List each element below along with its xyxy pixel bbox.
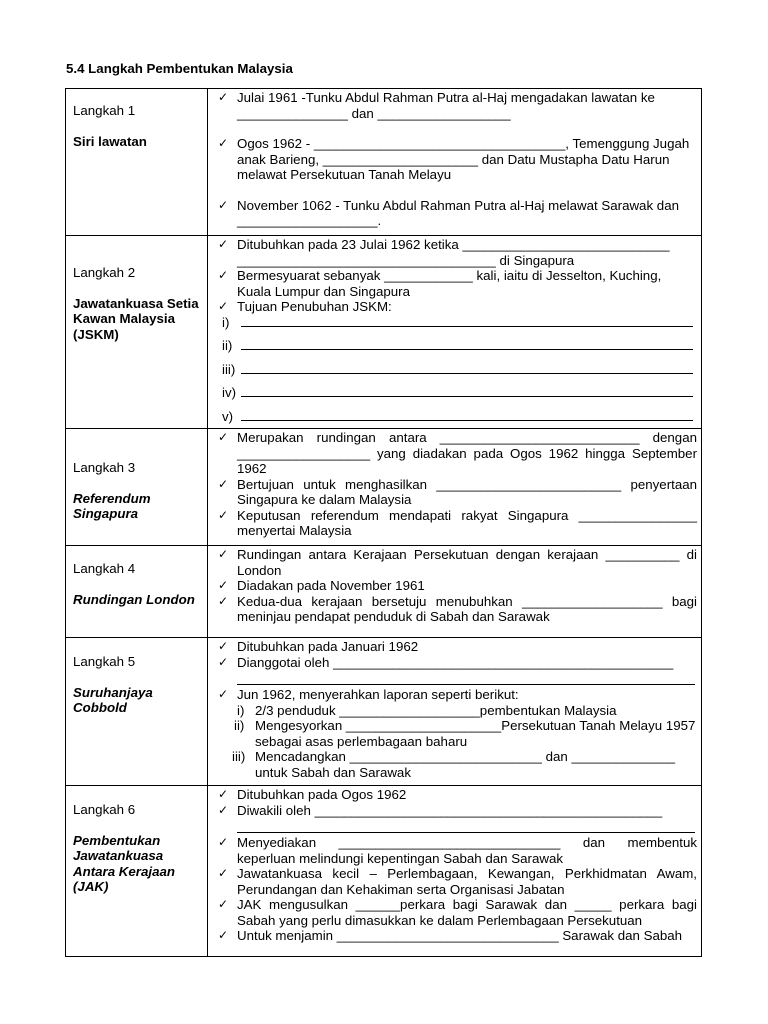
step-number: Langkah 2 [73, 265, 136, 280]
table-row-step-2 [66, 236, 702, 429]
step-number: Langkah 6 [73, 802, 136, 817]
step-name: Jawatankuasa Setia Kawan Malaysia (JSKM) [73, 295, 199, 342]
list-item: ✓ Ditubuhkan pada Ogos 1962 [218, 787, 407, 802]
roman-line: ii) [222, 338, 697, 354]
step-label-cell [66, 786, 208, 957]
table-row-step-6 [66, 786, 702, 957]
step-number: Langkah 5 [73, 654, 136, 669]
list-item: ✓ Diwakili oleh _______________________________________________ [214, 803, 697, 834]
list-item: i) 2/3 penduduk ___________________pembentukan Malaysia [237, 702, 617, 718]
blank-line[interactable] [241, 315, 693, 327]
list-item: ✓ Keputusan referendum mendapati rakyat Singapura ________________ menyertai Malaysia [218, 507, 697, 538]
list-item: ✓ Dianggotai oleh ______________________________________________ [214, 655, 697, 686]
list-item: ii) Mengesyorkan _____________________Persekutuan Tanah Melayu 1957 sebagai asas perlembagaan baharu [234, 718, 696, 749]
list-item: ✓ Tujuan Penubuhan JSKM: [218, 299, 392, 314]
check-mark-icon: ✓ [218, 90, 229, 104]
check-mark-icon: ✓ [218, 639, 229, 653]
table-row-step-1 [66, 89, 702, 236]
check-mark-icon: ✓ [218, 866, 229, 880]
list-item: ✓ Ogos 1962 - __________________________________, Temenggung Jugah anak Barieng, _____________________ dan Datu Mustapha Datu Harun melawat Persekutuan Tanah Melayu [218, 136, 690, 182]
step-content-cell [208, 638, 702, 786]
check-mark-icon: ✓ [218, 687, 229, 701]
check-mark-icon: ✓ [218, 507, 229, 522]
step-content-cell [208, 429, 702, 546]
check-mark-icon: ✓ [218, 654, 229, 669]
step-name: Suruhanjaya Cobbold [73, 684, 153, 715]
list-item: ✓ Jun 1962, menyerahkan laporan seperti berikut: [218, 687, 519, 702]
check-mark-icon: ✓ [218, 268, 229, 282]
blank-line[interactable] [241, 338, 693, 350]
page-title: 5.4 Langkah Pembentukan Malaysia [66, 61, 293, 76]
check-mark-icon: ✓ [218, 835, 229, 849]
blank-line[interactable] [237, 818, 695, 833]
list-item: ✓ Bertujuan untuk menghasilkan _________________________ penyertaan Singapura ke dalam Malaysia [218, 476, 697, 507]
blank-line[interactable] [241, 385, 693, 397]
check-mark-icon: ✓ [218, 237, 229, 251]
check-mark-icon: ✓ [218, 299, 229, 313]
list-item: ✓ Untuk menjamin ______________________________ Sarawak dan Sabah [218, 928, 683, 943]
step-name: Pembentukan Jawatankuasa Antara Kerajaan (JAK) [73, 832, 175, 894]
table-row-step-4 [66, 546, 702, 638]
list-item: ✓ Ditubuhkan pada Januari 1962 [218, 639, 419, 654]
steps-table [65, 88, 702, 957]
list-item: ✓ Bermesyuarat sebanyak ____________ kali, iaitu di Jesselton, Kuching, Kuala Lumpur dan Singapura [218, 268, 662, 299]
check-mark-icon: ✓ [218, 897, 229, 911]
step-label-cell [66, 546, 208, 638]
step-name: Siri lawatan [73, 133, 147, 149]
list-item: ✓ Julai 1961 -Tunku Abdul Rahman Putra al-Haj mengadakan lawatan ke _______________ dan __________________ [218, 90, 655, 121]
table-row-step-3 [66, 429, 702, 546]
list-item: ✓ Jawatankuasa kecil – Perlembagaan, Kewangan, Perkhidmatan Awam, Perundangan dan Kehakiman serta Organisasi Jabatan [218, 866, 697, 897]
step-label-cell [66, 236, 208, 429]
list-item: ✓ Rundingan antara Kerajaan Persekutuan dengan kerajaan __________ di London [218, 547, 697, 578]
list-item: ✓ Menyediakan ______________________________ dan membentuk keperluan melindungi kepentingan Sabah dan Sarawak [218, 835, 697, 866]
step-label-cell [66, 89, 208, 236]
check-mark-icon: ✓ [218, 928, 229, 942]
check-mark-icon: ✓ [218, 476, 229, 491]
step-number: Langkah 4 [73, 561, 136, 576]
list-item: iii) Mencadangkan __________________________ dan ______________ untuk Sabah dan Sarawak [232, 749, 676, 780]
check-mark-icon: ✓ [218, 136, 229, 150]
list-item: ✓ November 1062 - Tunku Abdul Rahman Putra al-Haj melawat Sarawak dan ___________________. [218, 197, 679, 228]
check-mark-icon: ✓ [218, 802, 229, 817]
roman-list [214, 703, 697, 781]
check-mark-icon: ✓ [218, 593, 229, 608]
roman-line: iii) [222, 362, 697, 378]
step-name: Rundingan London [73, 591, 195, 607]
step-content-cell [208, 236, 702, 429]
list-item: ✓ JAK mengusulkan ______perkara bagi Sarawak dan _____ perkara bagi Sabah yang perlu dimasukkan ke dalam Perlembagaan Persekutuan [218, 897, 697, 928]
step-number: Langkah 3 [73, 460, 136, 475]
step-label-cell [66, 429, 208, 546]
roman-list [214, 315, 697, 429]
list-item: ✓ Ditubuhkan pada 23 Julai 1962 ketika ____________________________ ___________________________________ di Singapura [218, 237, 670, 268]
step-name: Referendum Singapura [73, 490, 151, 521]
check-mark-icon: ✓ [218, 430, 229, 444]
check-mark-icon: ✓ [218, 197, 229, 212]
check-mark-icon: ✓ [218, 578, 229, 592]
blank-line[interactable] [241, 362, 693, 374]
blank-line[interactable] [237, 670, 695, 685]
blank-line[interactable] [241, 409, 693, 421]
check-mark-icon: ✓ [218, 547, 229, 561]
check-mark-icon: ✓ [218, 787, 229, 801]
step-content-cell [208, 546, 702, 638]
list-item: ✓ Kedua-dua kerajaan bersetuju menubuhkan ___________________ bagi meninjau pendapat penduduk di Sabah dan Sarawak [218, 593, 697, 624]
step-label-cell [66, 638, 208, 786]
table-row-step-5 [66, 638, 702, 786]
list-item: ✓ Diadakan pada November 1961 [218, 578, 425, 593]
step-content-cell [208, 89, 702, 236]
roman-line: v) [222, 409, 697, 425]
step-content-cell [208, 786, 702, 957]
list-item: ✓ Merupakan rundingan antara ___________________________ dengan __________________ yang diadakan pada Ogos 1962 hingga September 1962 [218, 430, 697, 476]
roman-line: i) [222, 315, 697, 331]
roman-line: iv) [222, 385, 697, 401]
step-number: Langkah 1 [73, 103, 136, 118]
